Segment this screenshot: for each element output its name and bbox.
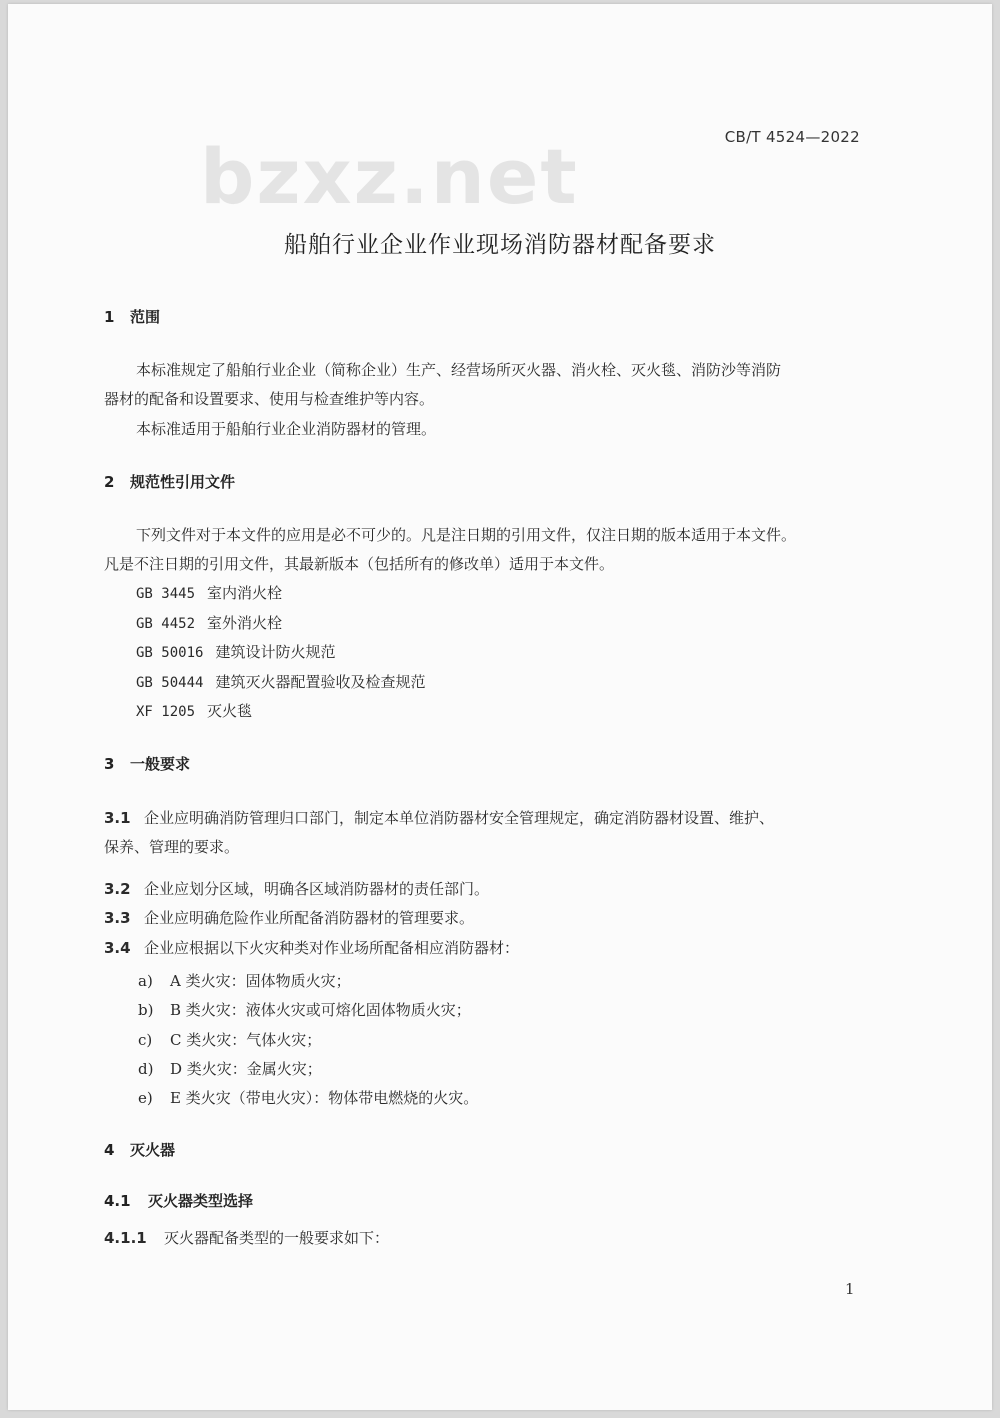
subsection-number: 4.1 xyxy=(104,1192,131,1210)
reference-code: GB 50016 xyxy=(136,645,204,661)
list-text: A 类火灾：固体物质火灾； xyxy=(170,972,351,990)
section-number: 4 xyxy=(104,1141,115,1159)
watermark: bzxz.net xyxy=(200,132,579,221)
clause-text: 企业应明确危险作业所配备消防器材的管理要求。 xyxy=(144,909,475,927)
reference-code: GB 50444 xyxy=(136,675,204,691)
section-number: 3 xyxy=(104,755,115,773)
list-item xyxy=(138,1058,322,1079)
subsection-4-1-heading xyxy=(104,1190,253,1211)
reference-item xyxy=(136,671,425,692)
list-marker: a) xyxy=(138,972,153,990)
list-marker: d) xyxy=(138,1060,154,1078)
list-item xyxy=(138,970,351,991)
list-marker: b) xyxy=(138,1001,154,1019)
list-item xyxy=(138,1087,478,1108)
clause-3-1-line-2: 保养、管理的要求。 xyxy=(104,838,240,856)
clause-number: 3.2 xyxy=(104,880,131,898)
list-marker: c) xyxy=(138,1031,153,1049)
clause-3-1-line-1 xyxy=(104,804,774,833)
page-number: 1 xyxy=(845,1280,855,1298)
clause-3-3 xyxy=(104,904,474,933)
section-2-paragraph-line-2: 凡是不注日期的引用文件，其最新版本（包括所有的修改单）适用于本文件。 xyxy=(104,555,615,573)
standard-code: CB/T 4524—2022 xyxy=(724,128,860,146)
subsection-title: 灭火器类型选择 xyxy=(148,1192,254,1210)
list-item xyxy=(138,999,471,1020)
list-text: E 类火灾（带电火灾）：物体带电燃烧的火灾。 xyxy=(170,1089,479,1107)
reference-code: XF 1205 xyxy=(136,704,196,720)
clause-4-1-1 xyxy=(104,1224,389,1253)
section-4-heading xyxy=(104,1139,175,1160)
clause-text: 灭火器配备类型的一般要求如下： xyxy=(164,1229,390,1247)
reference-code: GB 4452 xyxy=(136,616,196,632)
section-title: 范围 xyxy=(130,308,161,326)
reference-code: GB 3445 xyxy=(136,586,196,602)
list-item xyxy=(138,1029,321,1050)
document-page xyxy=(8,4,992,1410)
section-2-paragraph-line-1: 下列文件对于本文件的应用是必不可少的。凡是注日期的引用文件，仅注日期的版本适用于本文件。 xyxy=(136,526,797,544)
clause-3-2 xyxy=(104,875,489,904)
reference-item xyxy=(136,612,282,633)
section-title: 规范性引用文件 xyxy=(130,473,236,491)
section-title: 一般要求 xyxy=(130,755,191,773)
reference-item xyxy=(136,582,282,603)
section-1-paragraph-2: 本标准适用于船舶行业企业消防器材的管理。 xyxy=(136,420,437,438)
list-marker: e) xyxy=(138,1089,153,1107)
reference-title: 室内消火栓 xyxy=(207,584,283,602)
list-text: D 类火灾：金属火灾； xyxy=(170,1060,322,1078)
reference-title: 灭火毯 xyxy=(207,702,253,720)
clause-3-4 xyxy=(104,934,519,963)
section-3-heading xyxy=(104,753,190,774)
section-1-paragraph-1-line-2: 器材的配备和设置要求、使用与检查维护等内容。 xyxy=(104,390,435,408)
section-title: 灭火器 xyxy=(130,1141,176,1159)
section-1-paragraph-1-line-1: 本标准规定了船舶行业企业（简称企业）生产、经营场所灭火器、消火栓、灭火毯、消防沙等消防 xyxy=(136,361,782,379)
reference-item xyxy=(136,641,335,662)
section-number: 1 xyxy=(104,308,115,326)
clause-number: 3.4 xyxy=(104,939,131,957)
list-text: C 类火灾：气体火灾； xyxy=(170,1031,322,1049)
reference-title: 室外消火栓 xyxy=(207,614,283,632)
clause-number: 4.1.1 xyxy=(104,1229,147,1247)
section-number: 2 xyxy=(104,473,115,491)
section-1-heading xyxy=(104,306,160,327)
clause-text: 企业应划分区域，明确各区域消防器材的责任部门。 xyxy=(144,880,490,898)
clause-number: 3.3 xyxy=(104,909,131,927)
clause-text: 企业应根据以下火灾种类对作业场所配备相应消防器材： xyxy=(144,939,520,957)
reference-title: 建筑设计防火规范 xyxy=(215,643,336,661)
section-2-heading xyxy=(104,471,235,492)
list-text: B 类火灾：液体火灾或可熔化固体物质火灾； xyxy=(170,1001,471,1019)
clause-number: 3.1 xyxy=(104,809,131,827)
document-title: 船舶行业企业作业现场消防器材配备要求 xyxy=(284,232,716,258)
reference-title: 建筑灭火器配置验收及检查规范 xyxy=(215,673,426,691)
reference-item xyxy=(136,700,252,721)
clause-text: 企业应明确消防管理归口部门，制定本单位消防器材安全管理规定，确定消防器材设置、维护、 xyxy=(144,809,775,827)
